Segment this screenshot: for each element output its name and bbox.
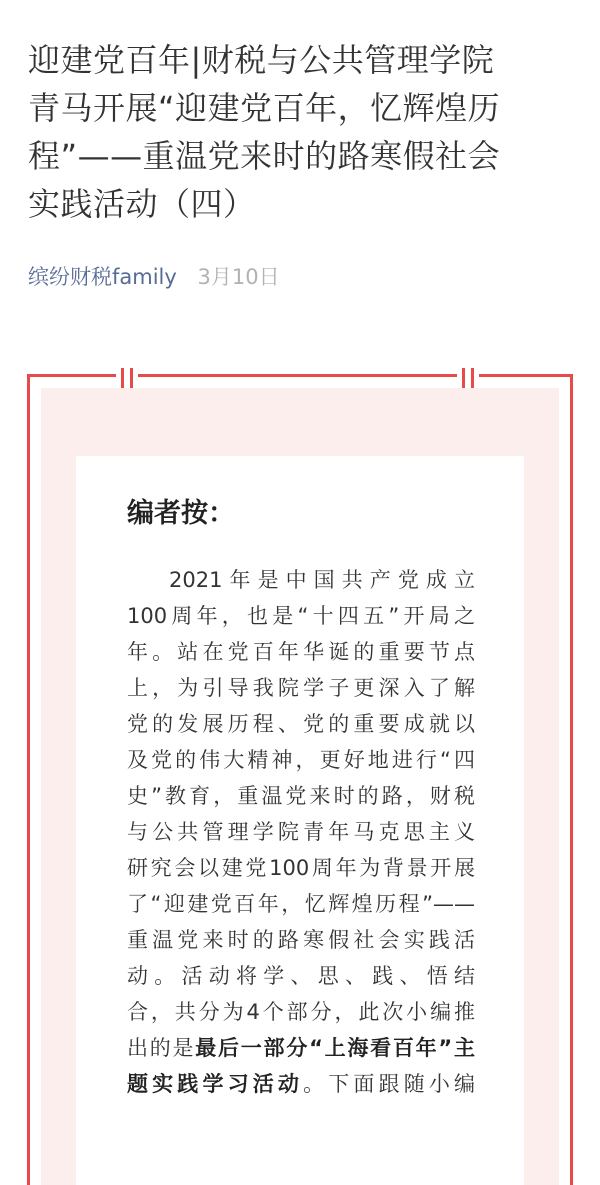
frame-notch-left	[116, 368, 138, 388]
paragraph-line: 重温党来时的路寒假社会实践活	[127, 928, 475, 952]
editor-note-heading: 编者按：	[127, 498, 235, 529]
title-line: 迎建党百年|财税与公共管理学院	[28, 41, 495, 79]
paragraph-line: 动。活动将学、思、践、悟结	[127, 964, 475, 988]
paragraph-line	[127, 1030, 475, 1066]
paragraph-line: 与公共管理学院青年马克思主义	[127, 820, 475, 844]
bold-highlight: 题实践学习活动	[127, 1072, 304, 1096]
paragraph-line: 2021年是中国共产党成立	[169, 568, 475, 592]
title-line: 实践活动（四）	[28, 185, 256, 223]
paragraph-line: 及党的伟大精神，更好地进行“四	[127, 748, 475, 772]
paragraph-line: 100周年，也是“十四五”开局之	[127, 604, 475, 628]
article-title	[28, 36, 576, 228]
paragraph-line: 研究会以建党100周年为背景开展	[127, 856, 475, 880]
title-line: 青马开展“迎建党百年，忆辉煌历	[28, 89, 501, 127]
paragraph-line: 了“迎建党百年，忆辉煌历程”——	[127, 892, 475, 916]
paragraph-line	[127, 1066, 475, 1102]
publish-date: 3月10日	[197, 265, 280, 289]
paragraph-line: 合，共分为4个部分，此次小编推	[127, 1000, 475, 1024]
paragraph-line: 上，为引导我院学子更深入了解	[127, 676, 475, 700]
paragraph-line: 史”教育，重温党来时的路，财税	[127, 784, 475, 808]
account-name-link[interactable]: 缤纷财税family	[28, 265, 177, 289]
paragraph-line: 党的发展历程、党的重要成就以	[127, 712, 475, 736]
line-text: 。下面跟随小编	[303, 1072, 476, 1096]
paragraph-line: 年。站在党百年华诞的重要节点	[127, 640, 475, 664]
title-line: 程”——重温党来时的路寒假社会	[28, 137, 501, 175]
bold-highlight: 最后一部分“上海看百年”主	[195, 1036, 475, 1060]
editor-note-body	[127, 562, 475, 1102]
line-text: 出的是	[127, 1036, 196, 1060]
article-meta	[28, 262, 280, 292]
frame-notch-right	[457, 368, 479, 388]
